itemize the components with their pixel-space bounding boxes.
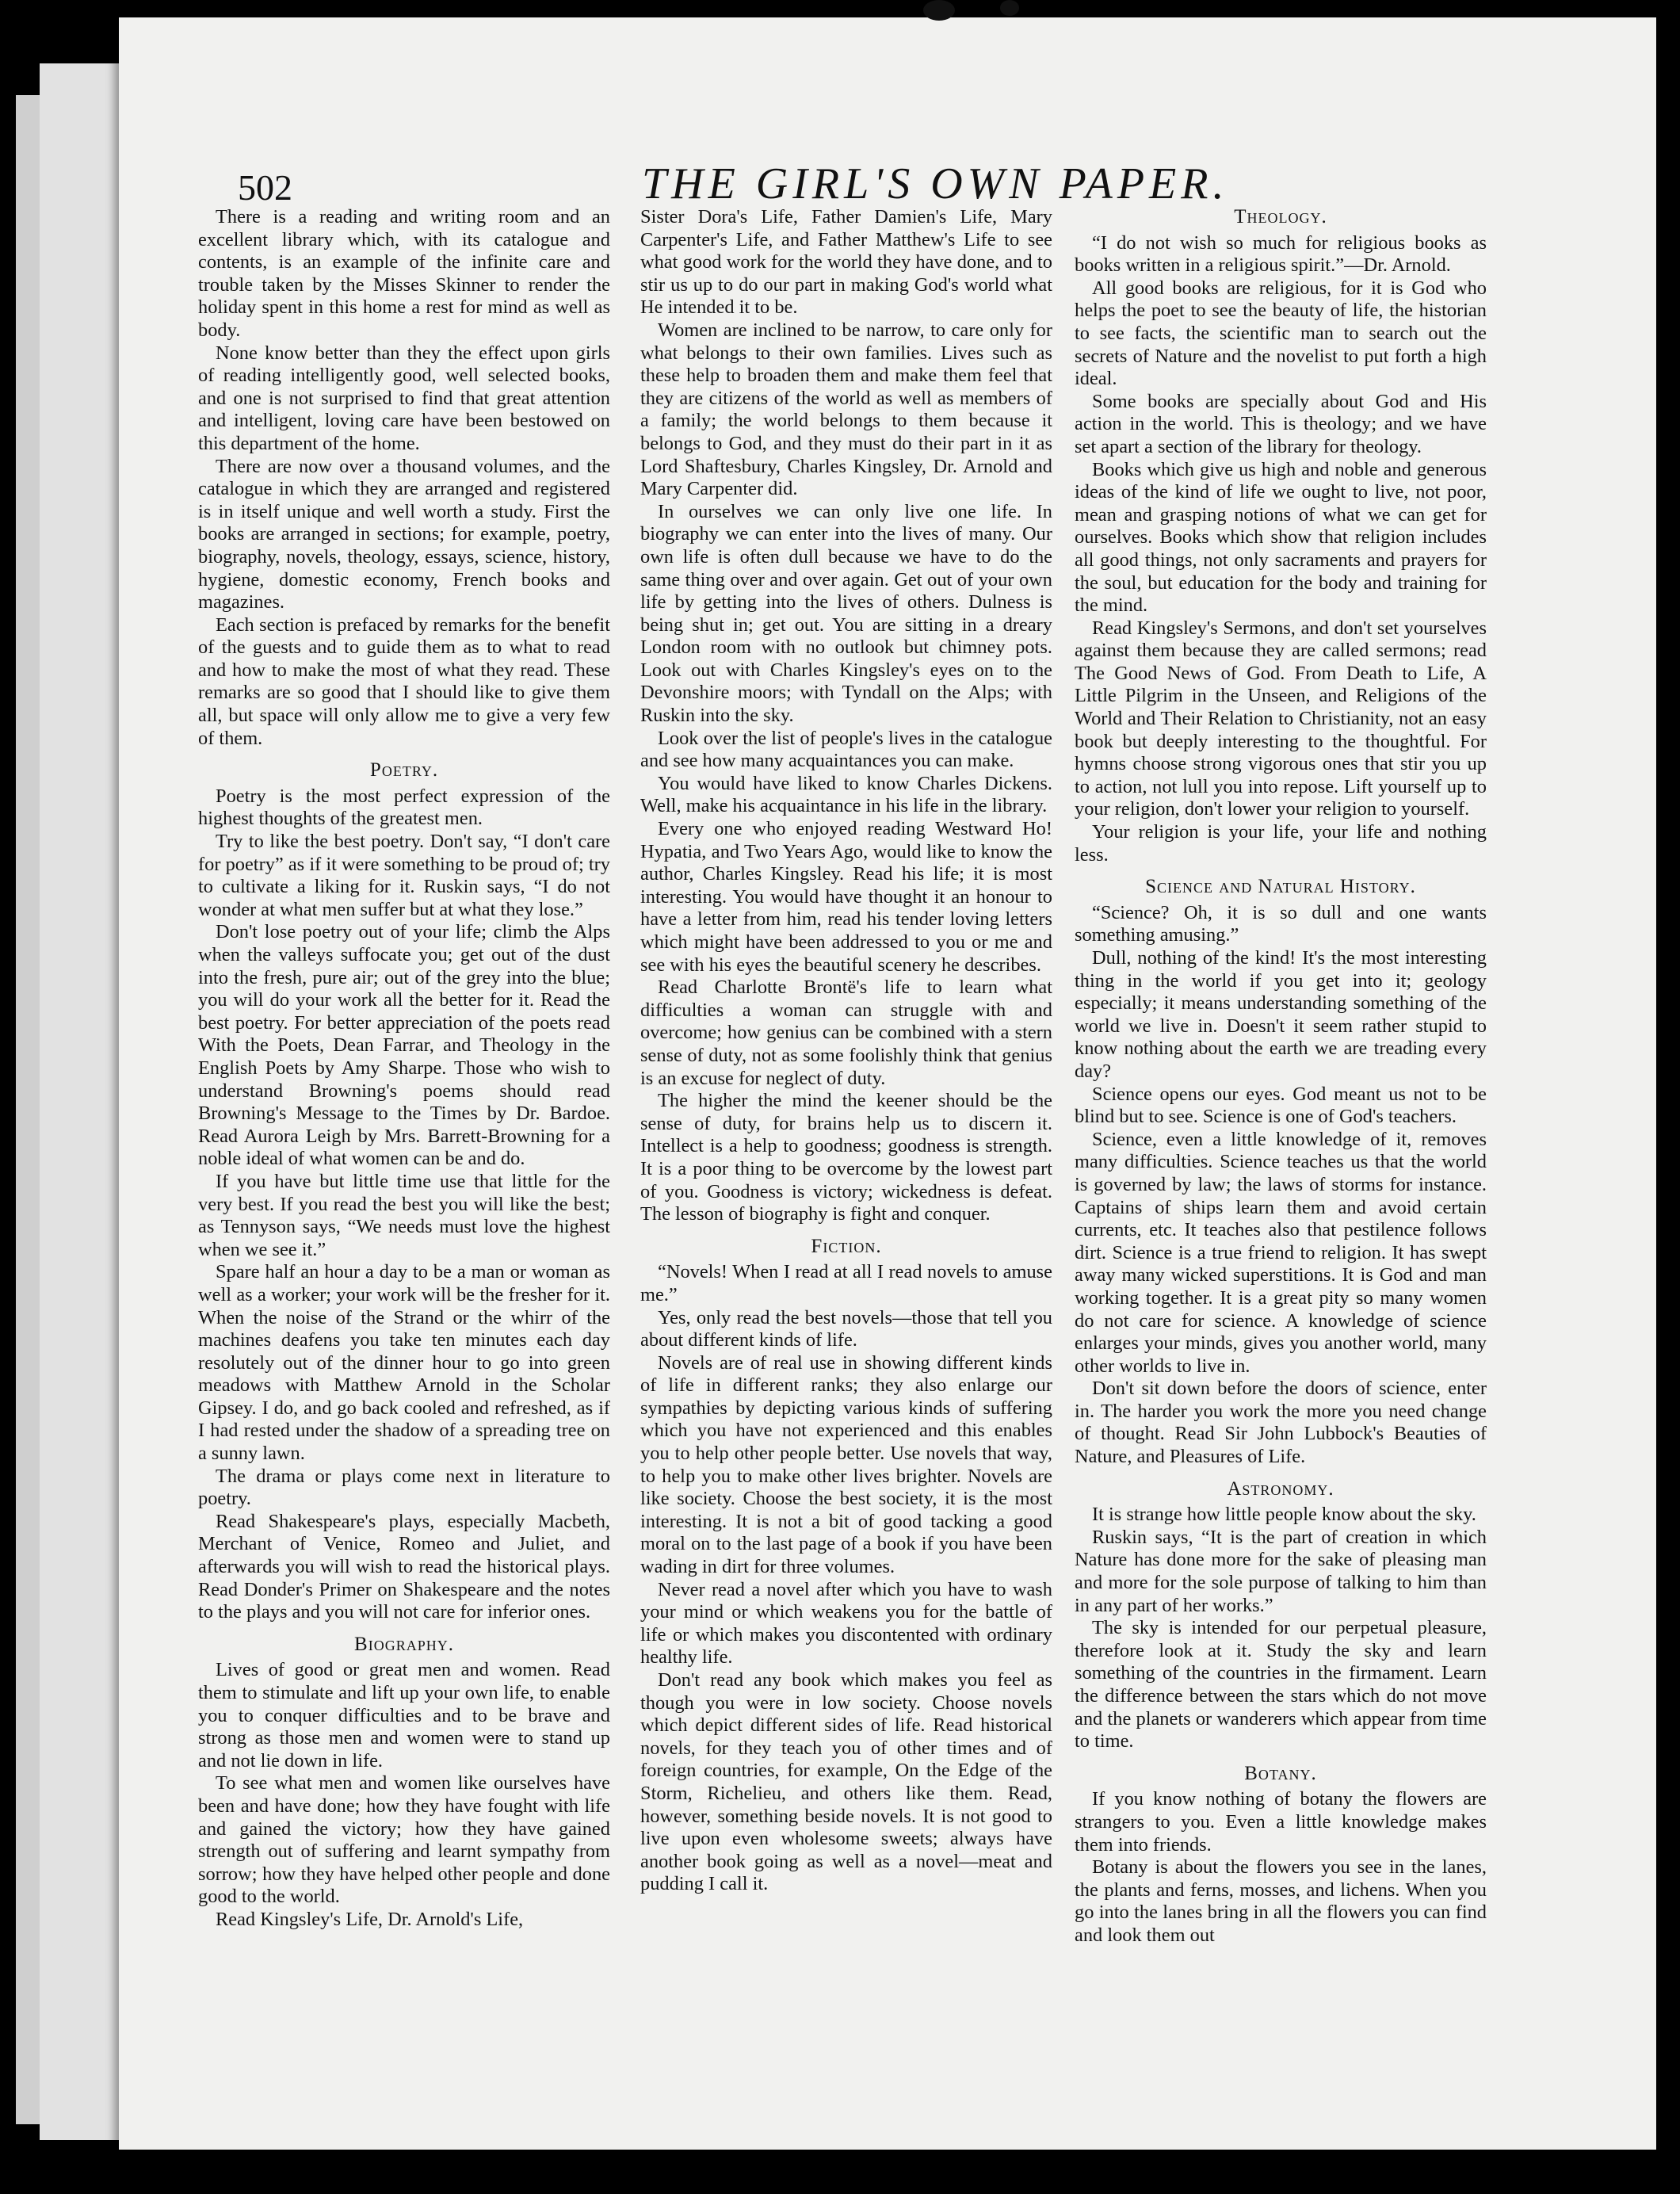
paragraph: There is a reading and writing room and an excellent library which, with its catalogue and contents, is an example of the infinite care and trouble taken by the Misses Skinner to render the holiday spent in this home a rest for mind as well as body. [198,206,610,341]
paragraph: Books which give us high and noble and generous ideas of the kind of life we ought to live, not poor, mean and grasping notions of what we can get for ourselves. Books which show that religion includes all good things, not only sacraments and prayers for the soul, but education for the body and training for the mind. [1075,458,1487,617]
section-heading: Poetry. [369,759,439,782]
paragraph: Ruskin says, “It is the part of creation in which Nature has done more for the sake of pleasing man and more for the sole purpose of talking to him than in any part of her works.” [1075,1526,1487,1616]
paragraph: If you know nothing of botany the flowers are strangers to you. Even a little knowledge makes them into friends. [1075,1788,1487,1856]
section-heading: Fiction. [811,1235,882,1257]
ink-speck [923,0,955,21]
paragraph: The higher the mind the keener should be the sense of duty, for brains help us to discern it. Intellect is a help to goodness; goodness is strength. It is a poor thing to be overcome by the lowest part of you. Goodness is victory; wickedness is defeat. The lesson of biography is fight and conquer. [640,1090,1052,1225]
magazine-page [119,17,1656,2150]
paragraph: Yes, only read the best novels—those that tell you about different kinds of life. [640,1306,1052,1351]
text-column-2 [640,206,1052,1896]
masthead-title: THE GIRL'S OWN PAPER. [642,159,1229,208]
paragraph: There are now over a thousand volumes, and the catalogue in which they are arranged and registered is in itself unique and well worth a study. First the books are arranged in sections; for example, poetry, biography, novels, theology, essays, science, history, hygiene, domestic economy, French books and magazines. [198,455,610,613]
paragraph: Dull, nothing of the kind! It's the most interesting thing in the world if you get into it; geology especially; it means understanding something of the world we live in. Doesn't it seem rather stupid to know nothing about the earth we are treading every day? [1075,947,1487,1082]
paragraph: “Novels! When I read at all I read novels to amuse me.” [640,1261,1052,1305]
paragraph: Each section is prefaced by remarks for the benefit of the guests and to guide them as to what to read and how to make the most of what they read. These remarks are so good that I should like to give them all, but space will only allow me to give a very few of them. [198,613,610,749]
page-number: 502 [238,167,292,208]
text-column-3 [1075,206,1487,1947]
paragraph: The sky is intended for our perpetual pleasure, therefore look at it. Study the sky and learn something of the countries in the firmament. Learn the difference between the stars which do not move and the planets or wanderers which appear from time to time. [1075,1617,1487,1753]
paragraph: Some books are specially about God and His action in the world. This is theology; and we have set apart a section of the library for theology. [1075,390,1487,457]
section-heading: Theology. [1234,206,1327,227]
paragraph: Read Kingsley's Sermons, and don't set yourselves against them because they are called sermons; read The Good News of God. From Death to Life, A Little Pilgrim in the Unseen, and Religions of the World and Their Relation to Christianity, not an easy book but deeply interesting to the thoughtful. For hymns choose strong vigorous ones that stir you up to action, not lull you into repose. Lift yourself up to your religion, don't lower your religion to yourself. [1075,617,1487,820]
ink-speck [1000,0,1019,16]
paragraph: It is strange how little people know about the sky. [1092,1504,1476,1526]
paragraph: Read Shakespeare's plays, especially Macbeth, Merchant of Venice, Romeo and Juliet, and afterwards you will wish to read the historical plays. Read Donder's Primer on Shakespeare and the notes to the plays and you will not care for inferior ones. [198,1510,610,1623]
paragraph: Botany is about the flowers you see in the lanes, the plants and ferns, mosses, and lichens. When you go into the lanes bring in all the flowers you can find and look them out [1075,1856,1487,1946]
paragraph: Read Kingsley's Life, Dr. Arnold's Life, [216,1908,524,1930]
paragraph: Every one who enjoyed reading Westward Ho! Hypatia, and Two Years Ago, would like to know the author, Charles Kingsley. Read his life; it is most interesting. You would have thought it an honour to have a letter from him, read his tender loving letters which might have been addressed to you or me and see with his eyes the beautiful scenery he describes. [640,818,1052,976]
paragraph: Novels are of real use in showing different kinds of life in different ranks; they also enlarge our sympathies by depicting various kinds of suffering which you have not experienced and this enables you to help other people better. Use novels that way, to help you to make other lives brighter. Novels are like society. Choose the best society, it is the most interesting. It is not a bit of good tacking a good moral on to the last page of a book if you have been wading in dirt for three volumes. [640,1351,1052,1578]
section-heading: Astronomy. [1227,1477,1334,1500]
page-header [119,135,1656,208]
paragraph: Look over the list of people's lives in the catalogue and see how many acquaintances you can make. [640,727,1052,772]
paragraph: Lives of good or great men and women. Read them to stimulate and lift up your own life, to enable you to conquer difficulties and to be brave and strong as those men and women were to stand up and not lie down in life. [198,1659,610,1772]
paragraph: Don't lose poetry out of your life; climb the Alps when the valleys suffocate you; get out of the dust into the fresh, pure air; out of the grey into the blue; you will do your work all the better for it. Read the best poetry. For better appreciation of the poets read With the Poets, Dean Farrar, and Theology in the English Poets by Amy Sharpe. Those who wish to understand Browning's poems should read Browning's Message to the Times by Dr. Bardoe. Read Aurora Leigh by Mrs. Barrett-Browning for a noble ideal of what women can be and do. [198,921,610,1170]
paragraph: Science, even a little knowledge of it, removes many difficulties. Science teaches us that the world is governed by law; the laws of storms for instance. Captains of ships learn them and avoid certain currents, etc. It teaches also that pestilence follows dirt. Science is a true friend to religion. It has swept away many wicked superstitions. It is God and man working together. It is a great pity so many women do not care for science. A knowledge of science enlarges your minds, gives you another world, many other worlds to live in. [1075,1128,1487,1377]
paragraph: “I do not wish so much for religious books as books written in a religious spirit.”—Dr. Arnold. [1075,231,1487,277]
paragraph: “Science? Oh, it is so dull and one wants something amusing.” [1075,901,1487,946]
paragraph: Women are inclined to be narrow, to care only for what belongs to their own families. Lives such as these help to broaden them and make them feel that they are citizens of the world as well as members of a family; the world belongs to them because it belongs to God, and they must do their part in it as Lord Shaftesbury, Charles Kingsley, Dr. Arnold and Mary Carpenter did. [640,319,1052,500]
paragraph: Don't sit down before the doors of science, enter in. The harder you work the more you need change of thought. Read Sir John Lubbock's Beauties of Nature, and Pleasures of Life. [1075,1378,1487,1468]
paragraph: Read Charlotte Brontë's life to learn what difficulties a woman can struggle with and overcome; how genius can be combined with a stern sense of duty, not as some foolishly think that genius is an excuse for neglect of duty. [640,977,1052,1089]
paragraph: Sister Dora's Life, Father Damien's Life, Mary Carpenter's Life, and Father Matthew's Life to see what good work for the world they have done, and to stir us up to do our part in making God's world what He intended it to be. [640,206,1052,319]
paragraph: You would have liked to know Charles Dickens. Well, make his acquaintance in his life in the library. [640,772,1052,817]
paragraph: The drama or plays come next in literature to poetry. [198,1465,610,1510]
paragraph: Your religion is your life, your life and nothing less. [1075,821,1487,866]
paragraph: If you have but little time use that little for the very best. If you read the best you will like the best; as Tennyson says, “We needs must love the highest when we see it.” [198,1170,610,1260]
section-heading: Biography. [354,1633,454,1655]
paragraph: Science opens our eyes. God meant us not to be blind but to see. Science is one of God's teachers. [1075,1083,1487,1128]
section-heading: Botany. [1244,1762,1317,1784]
text-column-1 [198,206,610,1932]
section-heading: Science and Natural History. [1145,876,1416,898]
paragraph: Spare half an hour a day to be a man or woman as well as a worker; your work will be the fresher for it. When the noise of the Strand or the whirr of the machines deafens you take ten minutes each day resolutely out of the dinner hour to go into green meadows with Matthew Arnold in the Scholar Gipsey. I do, and go back cooled and refreshed, as if I had rested under the shadow of a spreading tree on a sunny lawn. [198,1261,610,1465]
paragraph: To see what men and women like ourselves have been and have done; how they have fought with life and gained the victory; how they have gained strength out of suffering and learnt sympathy from sorrow; how they have helped other people and done good to the world. [198,1772,610,1908]
paragraph: In ourselves we can only live one life. In biography we can enter into the lives of many. Our own life is often dull because we have to do the same thing over and over again. Get out of your own life by getting into the lives of others. Dulness is being shut in; get out. You are sitting in a dreary London room with no outlook but chimney pots. Look out with Charles Kingsley's eyes on to the Devonshire moors; with Tyndall on the Alps; with Ruskin into the sky. [640,500,1052,727]
paragraph: None know better than they the effect upon girls of reading intelligently good, well selected books, and one is not surprised to find that great attention and intelligent, loving care have been bestowed on this department of the home. [198,342,610,454]
paragraph: Never read a novel after which you have to wash your mind or which weakens you for the battle of life or which makes you discontented with ordinary healthy life. [640,1578,1052,1668]
paragraph: Don't read any book which makes you feel as though you were in low society. Choose novels which depict different sides of life. Read historical novels, for they teach you of other times and of foreign countries, for example, On the Edge of the Storm, Richelieu, and others like them. Read, however, something beside novels. It is not good to live upon even wholesome sweets; always have another book going as well as a novel—meat and pudding I call it. [640,1669,1052,1895]
paragraph: Try to like the best poetry. Don't say, “I don't care for poetry” as if it were something to be proud of; try to cultivate a liking for it. Ruskin says, “I do not wonder at what men suffer but at what they lose.” [198,831,610,920]
paragraph: All good books are religious, for it is God who helps the poet to see the beauty of life, the historian to see facts, the scientific man to search out the secrets of Nature and the novelist to put forth a high ideal. [1075,277,1487,390]
paragraph: Poetry is the most perfect expression of the highest thoughts of the greatest men. [198,785,610,830]
